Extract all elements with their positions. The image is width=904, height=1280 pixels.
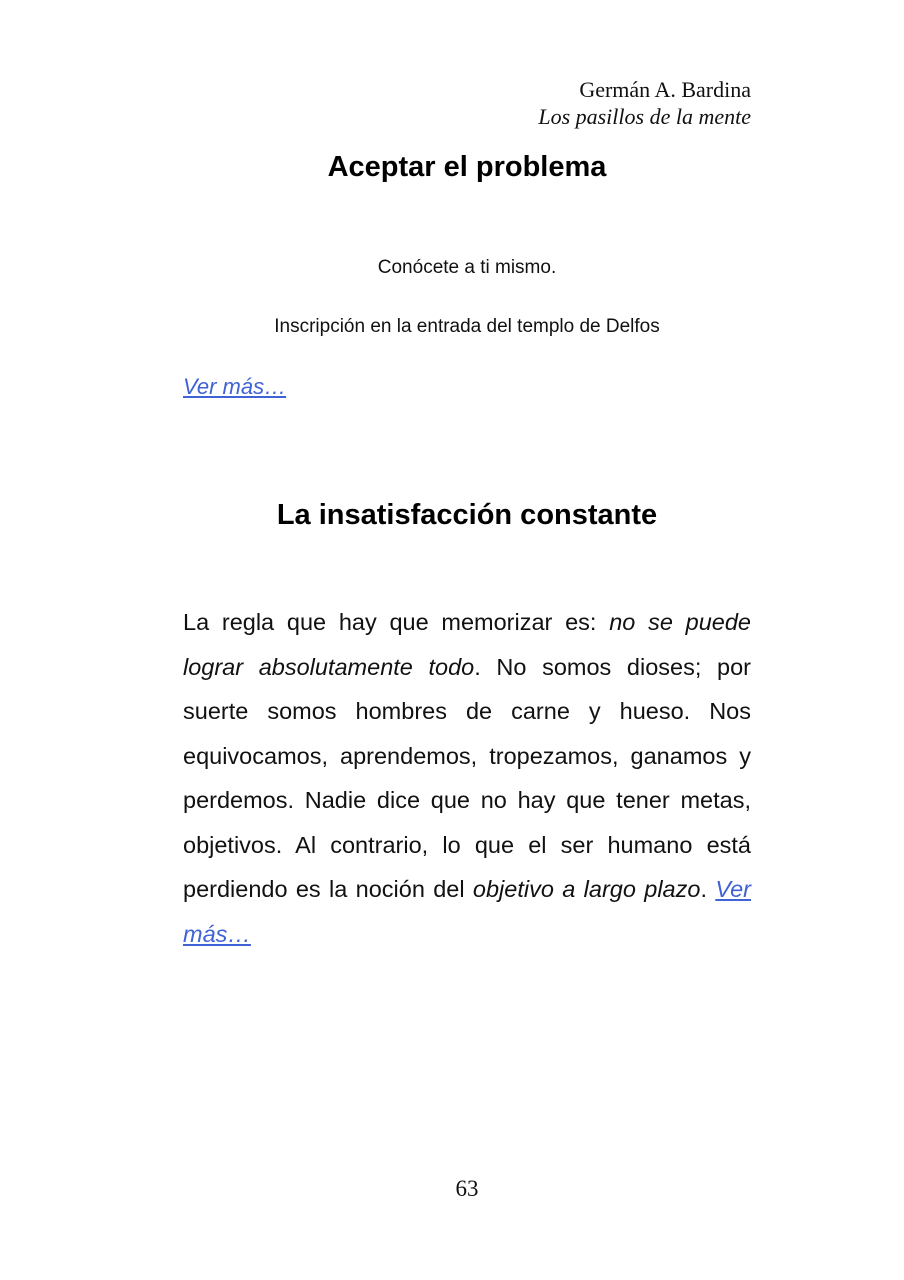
running-header xyxy=(538,76,751,130)
author-name: Germán A. Bardina xyxy=(579,77,751,102)
section-heading-aceptar: Aceptar el problema xyxy=(327,151,607,183)
epigraph-source: Inscripción en la entrada del templo de Delfos xyxy=(274,316,660,337)
paragraph-text: . xyxy=(700,876,716,902)
paragraph-emphasis: objetivo a largo plazo xyxy=(472,876,701,902)
book-title: Los pasillos de la mente xyxy=(538,104,751,129)
body-paragraph xyxy=(183,600,751,956)
ver-mas-container xyxy=(183,374,286,400)
paragraph-text: . No somos dioses; por suerte somos hombres de carne y hueso. Nos equivocamos, aprendemos, tropezamos, ganamos y perdemos. Nadie dice que no hay que tener metas, objetivos. Al contrario, lo que el ser humano está perdiendo es la noción del xyxy=(183,653,751,902)
ver-mas-link-2[interactable]: Ver más… xyxy=(183,876,752,947)
epigraph-quote: Conócete a ti mismo. xyxy=(377,257,557,278)
paragraph-text: La regla que hay que memorizar es: xyxy=(183,609,610,635)
section-heading-insatisfaccion: La insatisfacción constante xyxy=(276,499,658,531)
page-number: 63 xyxy=(455,1176,479,1201)
paragraph-emphasis: no se puede lograr absolutamente todo xyxy=(183,609,751,680)
ver-mas-link-1[interactable]: Ver más… xyxy=(183,374,287,399)
